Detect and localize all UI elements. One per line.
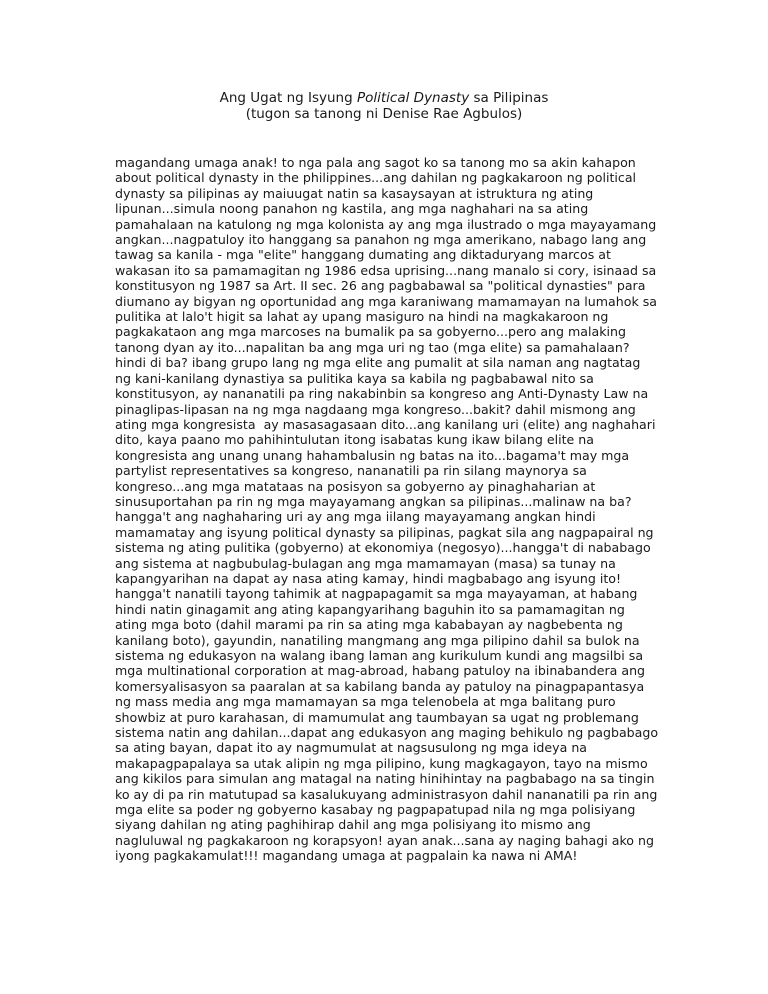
body-line: mga elite sa poder ng gobyerno kasabay ng pagpapatupad nila ng mga polisiyang: [115, 802, 636, 818]
body-line: tawag sa kanila - mga "elite" hanggang dumating ang diktaduryang marcos at: [115, 247, 611, 263]
body-line: makapagpapalaya sa utak alipin ng mga pilipino, kung magkagayon, tayo na mismo: [115, 755, 648, 771]
body-line: partylist representatives sa kongreso, nananatili pa rin silang maynorya sa: [115, 463, 587, 479]
body-line: dynasty sa pilipinas ay maiuugat natin sa kasaysayan at istruktura ng ating: [115, 185, 594, 201]
body-line: angkan...nagpatuloy ito hanggang sa panahon ng mga amerikano, nabago lang ang: [115, 232, 647, 248]
body-line: kapangyarihan na dapat ay nasa ating kamay, hindi magbabago ang isyung ito!: [115, 570, 622, 586]
body-line: tanong dyan ay ito...napalitan ba ang mga uri ng tao (mga elite) sa pamahalaan?: [115, 339, 630, 355]
body-line: pagkakataon ang mga marcoses na bumalik pa sa gobyerno...pero ang malaking: [115, 324, 626, 340]
body-line: sistema natin ang dahilan...dapat ang edukasyon ang maging behikulo ng pagbabago: [115, 725, 659, 741]
body-line: iyong pagkakamulat!!! magandang umaga at pagpalain ka nawa ni AMA!: [115, 848, 578, 864]
body-line: komersyalisasyon sa paaralan at sa kabilang banda ay patuloy na pinagpapantasya: [115, 678, 645, 694]
body-line: hangga't nanatili tayong tahimik at nagpapagamit sa mga mayayaman, at habang: [115, 586, 638, 602]
body-line: lipunan...simula noong panahon ng kastila, ang mga naghahari na sa ating: [115, 201, 589, 217]
title-prefix: Ang Ugat ng Isyung: [219, 90, 357, 106]
document-body: [115, 155, 675, 864]
body-line: sistema ng edukasyon na walang ibang laman ang kurikulum kundi ang magsilbi sa: [115, 648, 644, 663]
title-suffix: sa Pilipinas: [469, 90, 549, 106]
body-line: sistema ng ating pulitika (gobyerno) at ekonomiya (negosyo)...hangga't di nababago: [115, 540, 651, 556]
body-line: ng kani-kanilang dynastiya sa pulitika kaya sa kabila ng pagbabawal nito sa: [115, 370, 594, 386]
body-line: nagluluwal ng pagkakaroon ng korapsyon! ayan anak...sana ay naging bahagi ako ng: [115, 832, 654, 848]
body-line: pinaglipas-lipasan na ng mga nagdaang mga kongreso...bakit? dahil mismong ang: [115, 401, 636, 417]
body-line: sinusuportahan pa rin ng mga mayayamang angkan sa pilipinas...malinaw na ba?: [115, 493, 632, 509]
body-line: mamamatay ang isyung political dynasty sa pilipinas, pagkat sila ang nagpapairal ng: [115, 524, 654, 540]
body-line: hindi di ba? ibang grupo lang ng mga elite ang pumalit at sila naman ang nagtatag: [115, 355, 641, 371]
body-line: kongresista ang unang unang hahambalusin ng batas na ito...bagama't may mga: [115, 447, 630, 463]
body-line: konstitusyon, ay nananatili pa ring nakabinbin sa kongreso ang Anti-Dynasty Law na: [115, 386, 649, 402]
body-line: magandang umaga anak! to nga pala ang sagot ko sa tanong mo sa akin kahapon: [115, 155, 636, 170]
body-line: ko ay di pa rin matutupad sa kasalukuyang administrasyon dahil nananatili pa rin ang: [115, 786, 658, 802]
body-line: ating mga kongresista ay masasagasaan dito...ang kanilang uri (elite) ang naghahari: [115, 416, 656, 432]
body-line: ng mass media ang mga mamamayan sa mga telenobela at mga balitang puro: [115, 694, 616, 710]
document-subtitle: (tugon sa tanong ni Denise Rae Agbulos): [245, 106, 523, 122]
body-line: wakasan ito sa pamamagitan ng 1986 edsa uprising...nang manalo si cory, isinaad sa: [115, 262, 657, 278]
body-line: ang sistema at nagbubulag-bulagan ang mga mamamayan (masa) sa tunay na: [115, 555, 616, 571]
body-line: diumano ay bigyan ng oportunidad ang mga karaniwang mamamayan na lumahok sa: [115, 293, 658, 309]
body-line: ang kikilos para simulan ang matagal na nating hinihintay na pagbabago na sa tingin: [115, 771, 655, 787]
body-line: siyang dahilan ng ating paghihirap dahil ang mga polisiyang ito mismo ang: [115, 817, 591, 833]
body-line: pulitika at lalo't higit sa lahat ay upang masiguro na hindi na magkakaroon ng: [115, 309, 609, 325]
title-block: [0, 90, 768, 122]
body-line: konstitusyon ng 1987 sa Art. II sec. 26 ang pagbabawal sa "political dynasties" para: [115, 278, 646, 294]
body-line: kanilang boto), gayundin, nanatiling mangmang ang mga pilipino dahil sa bulok na: [115, 632, 640, 648]
body-line: pamahalaan na katulong ng mga kolonista ay ang mga ilustrado o mga mayayamang: [115, 216, 657, 232]
body-line: kongreso...ang mga matataas na posisyon sa gobyerno ay pinaghaharian at: [115, 478, 596, 494]
body-line: mga multinational corporation at mag-abroad, habang patuloy na ibinabandera ang: [115, 663, 646, 679]
body-line: about political dynasty in the philippines...ang dahilan ng pagkakaroon ng political: [115, 170, 637, 186]
title-italic: Political Dynasty: [356, 90, 470, 106]
body-line: showbiz at puro karahasan, di mamumulat ang taumbayan sa ugat ng problemang: [115, 709, 639, 725]
body-line: hindi natin ginagamit ang ating kapangyarihang baguhin ito sa pamamagitan ng: [115, 601, 625, 617]
body-line: hangga't ang naghaharing uri ay ang mga iilang mayayamang angkan hindi: [115, 509, 596, 525]
document-title: [0, 90, 768, 106]
body-line: ating mga boto (dahil marami pa rin sa ating mga kababayan ay nagbebenta ng: [115, 617, 623, 633]
body-line: sa ating bayan, dapat ito ay nagmumulat at nagsusulong ng mga ideya na: [115, 740, 588, 756]
body-line: dito, kaya paano mo pahihintulutan itong isabatas kung ikaw bilang elite na: [115, 432, 595, 448]
